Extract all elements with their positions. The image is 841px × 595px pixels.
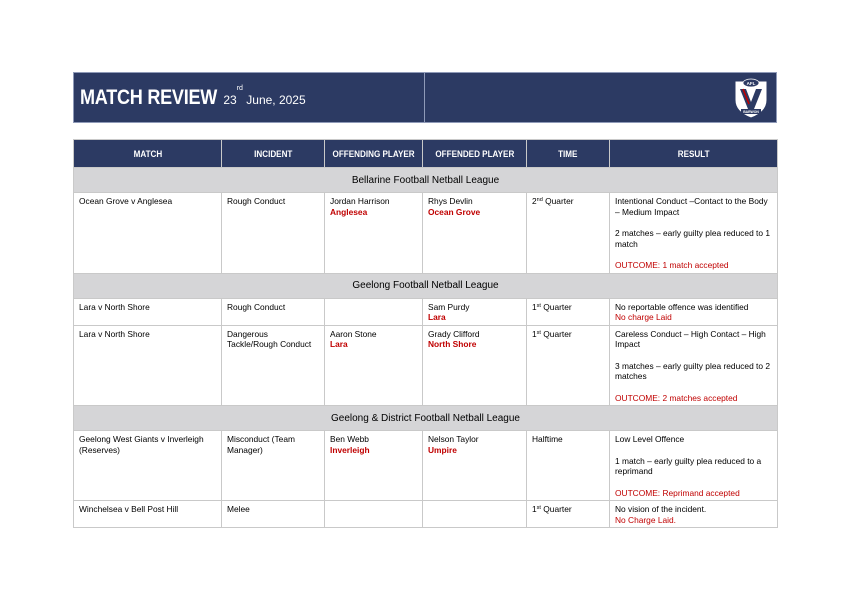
result-penalty: 2 matches – early guilty plea reduced to 1 match — [615, 228, 771, 249]
logo-text-top: AFL — [746, 81, 756, 86]
offended-club: Lara — [428, 312, 446, 322]
afl-barwon-logo-icon — [732, 76, 770, 120]
result-text: Low Level Offence — [615, 434, 685, 444]
offended-player-cell — [423, 431, 527, 501]
incident-cell: Rough Conduct — [222, 298, 325, 325]
offended-player-cell — [423, 193, 527, 274]
time-cell: Halftime — [527, 431, 610, 501]
match-cell: Ocean Grove v Anglesea — [74, 193, 222, 274]
col-incident: INCIDENT — [222, 140, 325, 168]
result-outcome: OUTCOME: Reprimand accepted — [615, 487, 740, 498]
header-row — [74, 140, 778, 168]
offended-player-cell — [423, 298, 527, 325]
date-day: 23 — [223, 93, 237, 107]
offending-player-cell — [325, 298, 423, 325]
time-cell: 1st Quarter — [527, 298, 610, 325]
league-name: Bellarine Football Netball League — [74, 168, 778, 193]
match-cell: Geelong West Giants v Inverleigh (Reserves) — [74, 431, 222, 501]
offended-club: Ocean Grove — [428, 206, 481, 217]
incident-cell: Misconduct (Team Manager) — [222, 431, 325, 501]
offended-club: Umpire — [428, 444, 457, 455]
match-cell: Winchelsea v Bell Post Hill — [74, 501, 222, 528]
date-rest: June, 2025 — [242, 93, 306, 107]
offended-name: Sam Purdy — [428, 301, 470, 312]
league-row — [74, 168, 778, 193]
offending-player-cell — [325, 431, 423, 501]
match-cell: Lara v North Shore — [74, 298, 222, 325]
table-row — [74, 501, 778, 528]
col-time: TIME — [527, 140, 610, 168]
result-text: No reportable offence was identified — [615, 301, 749, 312]
time-cell: 1st Quarter — [527, 501, 610, 528]
offending-name: Jordan Harrison — [330, 196, 390, 206]
offended-name: Rhys Devlin — [428, 196, 473, 206]
result-text: No vision of the incident. — [615, 504, 707, 514]
result-penalty: 3 matches – early guilty plea reduced to 2 matches — [615, 360, 771, 381]
match-cell: Lara v North Shore — [74, 325, 222, 406]
result-cell — [610, 193, 778, 274]
title-date — [223, 85, 306, 107]
offended-player-cell — [423, 501, 527, 528]
col-offended-player: OFFENDED PLAYER — [423, 140, 527, 168]
offending-player-cell — [325, 325, 423, 406]
result-text: Intentional Conduct –Contact to the Body – Medium Impact — [615, 196, 768, 217]
offending-name: Ben Webb — [330, 434, 369, 444]
result-text: Careless Conduct – High Contact – High Impact — [615, 328, 766, 349]
match-review-table — [73, 139, 778, 528]
league-name: Geelong Football Netball League — [74, 273, 778, 298]
offending-club: Lara — [330, 339, 348, 349]
logo-text-bottom: BARWON — [743, 110, 759, 114]
incident-cell: Melee — [222, 501, 325, 528]
col-match: MATCH — [74, 140, 222, 168]
title-main: MATCH REVIEW — [80, 86, 218, 109]
col-offending-player: OFFENDING PLAYER — [325, 140, 423, 168]
offending-name: Aaron Stone — [330, 328, 377, 339]
result-penalty: 1 match – early guilty plea reduced to a reprimand — [615, 455, 762, 476]
page-title — [80, 86, 306, 110]
offended-name: Grady Clifford — [428, 328, 480, 339]
result-outcome: No Charge Laid. — [615, 514, 676, 525]
result-outcome: No charge Laid — [615, 312, 672, 322]
offended-club: North Shore — [428, 339, 477, 349]
incident-cell: Dangerous Tackle/Rough Conduct — [222, 325, 325, 406]
offending-player-cell — [325, 501, 423, 528]
title-bar — [73, 72, 777, 123]
result-cell — [610, 325, 778, 406]
col-result: RESULT — [610, 140, 778, 168]
table-row — [74, 193, 778, 274]
league-row — [74, 406, 778, 431]
league-row — [74, 273, 778, 298]
incident-cell: Rough Conduct — [222, 193, 325, 274]
title-divider — [424, 73, 425, 122]
result-cell — [610, 431, 778, 501]
result-cell — [610, 501, 778, 528]
table-row — [74, 298, 778, 325]
offending-player-cell — [325, 193, 423, 274]
offended-player-cell — [423, 325, 527, 406]
table-row — [74, 431, 778, 501]
table-row — [74, 325, 778, 406]
result-outcome: OUTCOME: 1 match accepted — [615, 260, 729, 270]
result-outcome: OUTCOME: 2 matches accepted — [615, 392, 738, 403]
time-cell: 2nd Quarter — [527, 193, 610, 274]
offending-club: Inverleigh — [330, 444, 370, 455]
league-name: Geelong & District Football Netball League — [74, 406, 778, 431]
date-suffix: rd — [236, 85, 243, 92]
offended-name: Nelson Taylor — [428, 434, 479, 444]
time-cell: 1st Quarter — [527, 325, 610, 406]
offending-club: Anglesea — [330, 206, 368, 217]
result-cell — [610, 298, 778, 325]
